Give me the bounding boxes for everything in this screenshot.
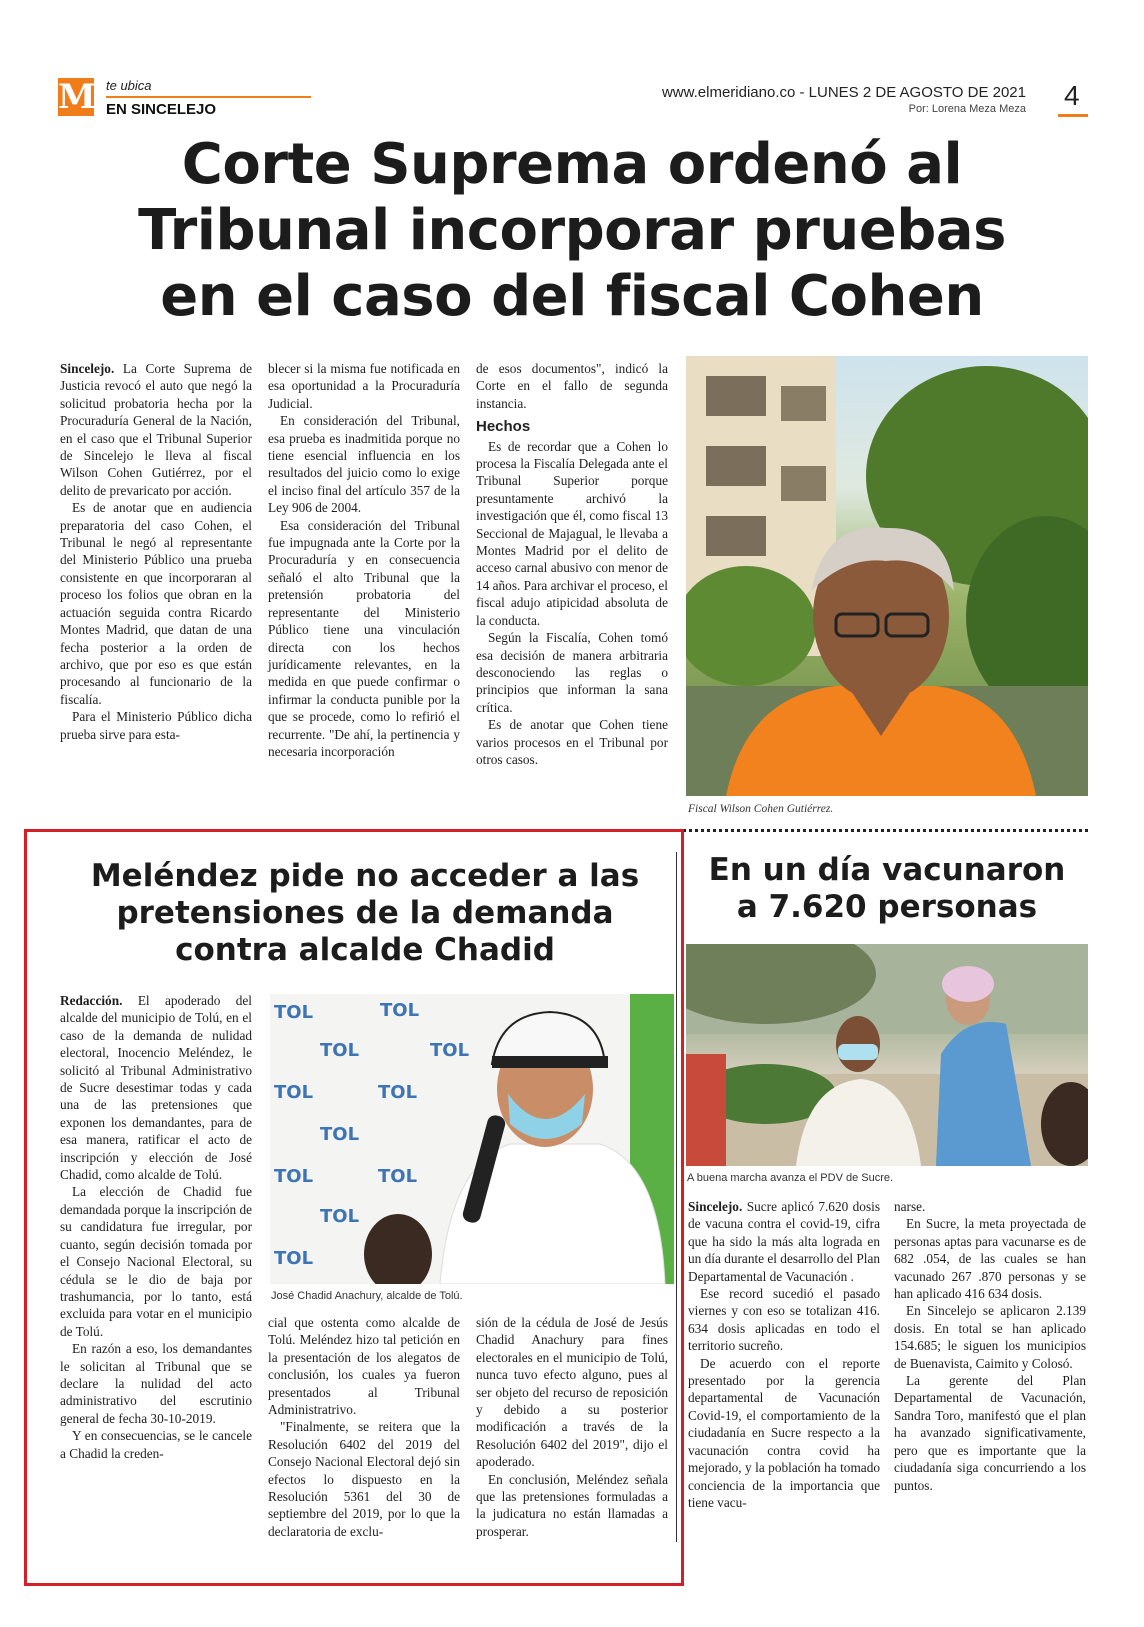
section-tagline-rule — [106, 96, 311, 98]
chadid-photo-illustration — [270, 994, 674, 1284]
vaccination-photo-caption: A buena marcha avanza el PDV de Sucre. — [687, 1172, 894, 1184]
backdrop-logo: TOL — [320, 1206, 360, 1227]
left-article-col3: sión de la cédula de José de Jesús Chadid Anachury para fines electorales en el municipio de Tolú, nunca tuvo efecto alguno, pues al ser objeto del recurso de reposición y debido a su posterior modificación a través de la Resolución 6402 del 2019", dijo el apoderado. En conclusión, Meléndez señala que las pretensiones formuladas a la judicatura no están llamadas a prosperar. — [476, 1315, 668, 1539]
subheading: Hechos — [476, 418, 531, 436]
main-article-col3: de esos documentos", indicó la Corte en el fallo de segunda instancia. Hechos Es de recordar que a Cohen lo procesa la Fiscalía Delegada ante el Tribunal Superior porque presuntamente archivó la investigación que él, como fiscal 13 Seccional de Majagual, le llevaba a Montes Madrid por el delito de acceso carnal abusivo con menor de 14 años. Para archivar el proceso, el fiscal adujo atipicidad absoluta de la conducta. Según la Fiscalía, Cohen tomó esa decisión de manera arbitraria desconociendo las reglas o principios que informan la sana crítica. Es de anotar que Cohen tiene varios procesos en el Tribunal por otros casos. — [476, 361, 668, 767]
fiscal-photo — [686, 356, 1088, 796]
section-tagline-small: te ubica — [106, 78, 152, 93]
backdrop-logo: TOL — [274, 1166, 314, 1187]
newspaper-logo: M — [58, 77, 96, 117]
backdrop-logo: TOL — [380, 1000, 420, 1021]
vaccination-photo-illustration — [686, 944, 1088, 1166]
main-article-col2: blecer si la misma fue notificada en esa oportunidad a la Procuraduría Judicial. En consideración del Tribunal, esa prueba es inadmitida porque no tiene esencial influencia en los resultados del juicio como lo exige el inciso final del artículo 357 de la Ley 906 de 2004. Esa consideración del Tribunal fue impugnada ante la Corte por la Procuraduría y en consecuencia señaló el alto Tribunal que la pretensión probatoria del representante del Ministerio Público tiene una vinculación directa con los hechos jurídicamente relevantes, en la medida en que puede confirmar o infirmar la conducta punible por la que se procede, como lo refirió el recurrente. "De ahí, la pertinencia y necesaria incorporación — [268, 361, 460, 759]
site-date: www.elmeridiano.co - LUNES 2 DE AGOSTO DE 2021 — [661, 84, 1026, 101]
main-headline-line: Tribunal incorporar pruebas — [138, 198, 1006, 263]
page-number: 4 — [1064, 80, 1080, 111]
backdrop-logo: TOL — [320, 1124, 360, 1145]
backdrop-logo: TOL — [378, 1082, 418, 1103]
byline: Por: Lorena Meza Meza — [908, 103, 1026, 115]
right-article-col2: narse. En Sucre, la meta proyectada de personas aptas para vacunarse es de 682 .054, de las cuales se han vacunado 267 .870 personas y se han aplicado 416 634 dosis. En Sincelejo se aplicaron 2.139 dosis. En total se han aplicado 154.685; le siguen los municipios de Buenavista, Caimito y Colosó. La gerente del Plan Departamental de Vacunación, Sandra Toro, manifestó que el plan ha avanzado significativamente, pero que es importante que la ciudadanía siga concurriendo a los puntos. — [894, 1199, 1086, 1493]
backdrop-logo: TOL — [378, 1166, 418, 1187]
main-headline-line: en el caso del fiscal Cohen — [160, 264, 984, 329]
dateline: Sincelejo. — [688, 1199, 743, 1214]
main-headline-line: Corte Suprema ordenó al — [181, 132, 963, 197]
main-headline — [40, 132, 1104, 330]
backdrop-logo: TOL — [274, 1002, 314, 1023]
fiscal-photo-caption: Fiscal Wilson Cohen Gutiérrez. — [688, 803, 834, 815]
left-article-col2: cial que ostenta como alcalde de Tolú. Meléndez hizo tal petición en la presentación de los alegatos de conclusión, los cuales ya fueron presentados al Tribunal Administratrivo. "Finalmente, se reitera que la Resolución 6402 del 2019 del Consejo Nacional Electoral dejó sin efectos lo dispuesto en la Resolución 5361 del 30 de septiembre del 2019, por lo que la declaratoria de exclu- — [268, 1315, 460, 1539]
right-article-headline: En un día vacunaron a 7.620 personas — [708, 852, 1066, 925]
vaccination-photo — [686, 944, 1088, 1166]
backdrop-logo: TOL — [430, 1040, 470, 1061]
backdrop-logo: TOL — [274, 1082, 314, 1103]
main-article-col1: Sincelejo. La Corte Suprema de Justicia revocó el auto que negó la solicitud probatoria hecha por la Procuraduría General de la Nación, en el caso que el Tribunal Superior de Sincelejo le lleva al fiscal Wilson Cohen Gutiérrez, por el delito de prevaricato por acción. Es de anotar que en audiencia preparatoria del caso Cohen, el Tribunal le negó al representante del Ministerio Público una prueba consistente en que incorporaran al proceso los folios que obran en la actuación seguida contra Ricardo Montes Madrid, que datan de una fecha posterior a la orden de archivo, que por eso es que están procesando al funcionario de la fiscalía. Para el Ministerio Público dicha prueba sirve para esta- — [60, 361, 252, 742]
backdrop-logo: TOL — [320, 1040, 360, 1061]
right-article-col1: Sincelejo. Sucre aplicó 7.620 dosis de vacuna contra el covid-19, cifra que ha sido la más alta lograda en un día durante el desarrollo del Plan Departamental de Vacunación . Ese record sucedió el pasado viernes y con eso se totalizan 416. 634 dosis aplicadas en todo el territorio sucreño. De acuerdo con el reporte presentado por la gerencia departamental de Vacunación Covid-19, el comportamiento de la ciudadanía en Sucre respecto a la vacunación contra covid ha mejorado, y la población ha tomado conciencia de la importancia que tiene vacu- — [688, 1199, 881, 1510]
left-article-col1: Redacción. El apoderado del alcalde del municipio de Tolú, en el caso de la demanda de nulidad electoral, Inocencio Meléndez, le solicitó al Tribunal Administrativo de Sucre desestimar todas y cada una de las pretensiones que exponen los demandantes, para de esa manera, ratificar el acto de inscripción y elección de José Chadid, como alcalde de Tolú. La elección de Chadid fue demandada porque la inscripción de su candidatura fue irregular, por cuanto, según decisión tomada por el Consejo Nacional Electoral, su cédula se le dio de baja por trashumancia, por lo tanto, está excluida para votar en el municipio de Tolú. En razón a eso, los demandantes le solicitan al Tribunal que se declare la nulidad del acto administrativo del escrutinio general de fecha 30-10-2019. Y en consecuencias, se le cancele a Chadid la creden- — [60, 993, 253, 1461]
page-number-rule — [1058, 114, 1088, 117]
backdrop-logo: TOL — [274, 1248, 314, 1269]
chadid-photo — [270, 994, 674, 1284]
section-tagline: EN SINCELEJO — [106, 101, 217, 118]
fiscal-photo-illustration — [686, 356, 1088, 796]
dateline: Sincelejo. — [60, 361, 115, 376]
chadid-photo-caption: José Chadid Anachury, alcalde de Tolú. — [271, 1290, 463, 1302]
left-article-headline: Meléndez pide no acceder a las pretensiones de la demanda contra alcalde Chadid — [90, 858, 640, 968]
column-rule — [676, 852, 677, 1542]
dateline: Redacción. — [60, 993, 123, 1008]
